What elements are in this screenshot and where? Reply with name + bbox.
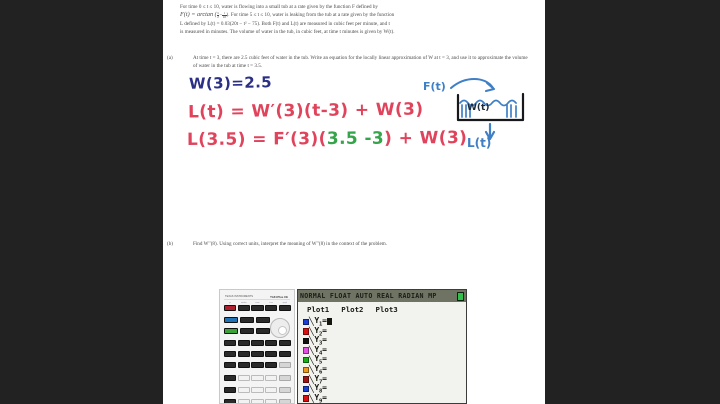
graph-color-swatch[interactable] xyxy=(303,395,309,402)
calculator-key[interactable] xyxy=(279,399,291,404)
stem-line-3: L defined by L(t) = 0.03(20t − t² − 75). Both F(t) and L(t) are measured in cubic feet per minute, and t xyxy=(180,20,390,27)
sketch-label-inflow: F(t) xyxy=(423,80,446,93)
calculator-key-row-2[interactable] xyxy=(224,317,270,323)
y-equals-row[interactable] xyxy=(303,355,464,365)
inflow-arrow-head xyxy=(486,83,494,91)
part-a-block xyxy=(167,54,532,70)
calculator-key[interactable] xyxy=(224,351,236,357)
y-function-label: $Y_2=$ xyxy=(314,325,327,338)
calculator-key[interactable] xyxy=(224,399,236,404)
sketch-label-outflow: L(t) xyxy=(467,136,492,150)
line-style-icon[interactable]: ╲ xyxy=(309,384,314,394)
stem-line-2-pre: F(t) = arctan ( xyxy=(180,11,217,19)
line-style-icon[interactable]: ╲ xyxy=(309,394,314,404)
battery-icon xyxy=(457,292,464,301)
y-function-label: $Y_8=$ xyxy=(314,383,327,395)
y-function-label: $Y_4=$ xyxy=(314,344,327,357)
problem-stem xyxy=(180,3,532,36)
plot3-tab[interactable]: Plot3 xyxy=(375,305,398,314)
calculator-key[interactable] xyxy=(265,399,277,404)
tub-sketch xyxy=(421,74,539,156)
part-b-block xyxy=(167,240,532,248)
line-style-icon[interactable]: ╲ xyxy=(309,365,314,375)
text-cursor xyxy=(327,318,332,325)
calculator-key[interactable] xyxy=(251,340,263,346)
calculator-key[interactable] xyxy=(238,375,250,381)
line-style-icon[interactable]: ╲ xyxy=(309,336,314,346)
calculator-screen xyxy=(297,289,467,404)
calculator-key[interactable] xyxy=(238,351,250,357)
calculator-key[interactable] xyxy=(251,387,263,393)
calculator-figure xyxy=(219,289,467,404)
calculator-plot-tabs[interactable] xyxy=(307,305,398,314)
line-style-icon[interactable]: ╲ xyxy=(309,374,314,384)
fraction-numerator: π xyxy=(217,10,219,15)
calculator-key[interactable] xyxy=(265,340,277,346)
sketch-label-volume: W(t) xyxy=(467,103,490,113)
line-style-icon[interactable]: ╲ xyxy=(309,326,314,336)
calculator-key[interactable] xyxy=(251,351,263,357)
graph-color-swatch[interactable] xyxy=(303,367,309,374)
y-equals-row[interactable] xyxy=(303,336,464,346)
calculator-key[interactable] xyxy=(265,375,277,381)
calculator-key-legend-row-1: y= window zoom trace graph xyxy=(229,302,288,304)
calculator-key-row-9[interactable] xyxy=(224,399,291,404)
y-equals-row[interactable] xyxy=(303,394,464,404)
plot2-tab[interactable]: Plot2 xyxy=(341,305,364,314)
calculator-key[interactable] xyxy=(279,351,291,357)
calculator-key[interactable] xyxy=(240,317,254,323)
calculator-key[interactable] xyxy=(265,351,277,357)
graph-color-swatch[interactable] xyxy=(303,338,309,345)
calculator-status-text: NORMAL FLOAT AUTO REAL RADIAN MP xyxy=(300,292,437,300)
handwritten-line-linearization: L(t) = W′(3)(t-3) + W(3) xyxy=(187,99,424,123)
calculator-key[interactable] xyxy=(224,305,236,311)
part-a-label: (a) xyxy=(167,55,173,61)
calculator-key[interactable] xyxy=(279,387,291,393)
stem-line-2 xyxy=(180,11,532,20)
y-equals-row[interactable] xyxy=(303,317,464,327)
graph-color-swatch[interactable] xyxy=(303,319,309,326)
fraction-numerator: t xyxy=(223,10,225,15)
stem-line-2-post: ). For time 5 ≤ t ≤ 10, water is leaking from the tub at a rate given by the function xyxy=(226,12,395,19)
calculator-key[interactable] xyxy=(265,362,277,368)
calculator-key[interactable] xyxy=(251,362,263,368)
y-function-label: $Y_1=$ xyxy=(314,316,327,328)
calculator-key[interactable] xyxy=(238,305,250,311)
calculator-key[interactable] xyxy=(265,305,277,311)
y-function-label: $Y_3=$ xyxy=(314,335,327,347)
stem-line-4: is measured in minutes. The volume of water in the tub, in cubic feet, at time t minutes is given by W(t). xyxy=(180,29,395,35)
calculator-key[interactable] xyxy=(238,387,250,393)
line-style-icon[interactable]: ╲ xyxy=(309,317,314,327)
stem-line-1: For time 0 ≤ t ≤ 10, water is flowing into a small tub at a rate given by the function F defined by xyxy=(180,4,378,10)
fraction-denominator: 2 xyxy=(217,15,219,20)
calculator-key[interactable] xyxy=(238,399,250,404)
handwritten-eval-part-3: ) + W(3) xyxy=(384,128,468,149)
calculator-key[interactable] xyxy=(240,328,254,334)
calculator-brand-label: TEXAS INSTRUMENTS xyxy=(225,294,253,298)
calculator-key[interactable] xyxy=(224,317,238,323)
handwritten-eval-part-1: L(3.5) = F′(3)( xyxy=(186,129,327,150)
graph-color-swatch[interactable] xyxy=(303,328,309,335)
graph-color-swatch[interactable] xyxy=(303,386,309,393)
calculator-key[interactable] xyxy=(224,375,236,381)
calculator-key-row-4[interactable] xyxy=(224,340,291,346)
calculator-status-bar xyxy=(298,290,466,302)
calculator-key-row-5[interactable] xyxy=(224,351,291,357)
calculator-key-row-7[interactable] xyxy=(224,375,291,381)
calculator-y-equals-list xyxy=(303,317,464,403)
y-function-label: $Y_5=$ xyxy=(314,354,327,366)
graph-color-swatch[interactable] xyxy=(303,376,309,383)
calculator-device-photo xyxy=(219,289,295,404)
y-equals-row[interactable] xyxy=(303,365,464,375)
calculator-key[interactable] xyxy=(279,305,291,311)
calculator-faceplate-top xyxy=(224,293,290,300)
fraction-denominator: 10 xyxy=(222,15,227,20)
calculator-key[interactable] xyxy=(224,362,236,368)
part-b-label: (b) xyxy=(167,241,173,247)
calculator-key[interactable] xyxy=(256,328,270,334)
y-equals-row[interactable] xyxy=(303,327,464,337)
calculator-key[interactable] xyxy=(256,317,270,323)
y-equals-row[interactable] xyxy=(303,375,464,385)
graph-color-swatch[interactable] xyxy=(303,357,309,364)
calculator-key[interactable] xyxy=(251,305,263,311)
calculator-key[interactable] xyxy=(279,362,291,368)
y-equals-row[interactable] xyxy=(303,384,464,394)
calculator-key[interactable] xyxy=(224,340,236,346)
calculator-key[interactable] xyxy=(279,340,291,346)
part-b-text: Find W′′(8). Using correct units, interpret the meaning of W′′(8) in the context of the problem. xyxy=(193,241,388,247)
calculator-key[interactable] xyxy=(238,340,250,346)
calculator-key[interactable] xyxy=(224,387,236,393)
calculator-key[interactable] xyxy=(251,375,263,381)
line-style-icon[interactable]: ╲ xyxy=(309,355,314,365)
stem-line-2-mid: − xyxy=(219,12,223,19)
calculator-key[interactable] xyxy=(279,375,291,381)
calculator-key-row-8[interactable] xyxy=(224,387,291,393)
handwritten-eval-part-2: 3.5 -3 xyxy=(326,128,385,150)
calculator-model-label: TI-84 Plus CE xyxy=(270,294,288,299)
y-function-label: $Y_6=$ xyxy=(314,363,327,376)
calculator-directional-pad[interactable] xyxy=(270,318,290,338)
calculator-key-row-6[interactable] xyxy=(224,362,291,368)
calculator-key-row-1[interactable] xyxy=(224,305,291,311)
calculator-key[interactable] xyxy=(251,399,263,404)
y-function-label: $Y_9=$ xyxy=(314,392,327,404)
line-style-icon[interactable]: ╲ xyxy=(309,346,314,356)
handwritten-line-w3: W(3)=2.5 xyxy=(188,73,273,93)
y-equals-row[interactable] xyxy=(303,346,464,356)
calculator-key-row-3[interactable] xyxy=(224,328,270,334)
document-page xyxy=(163,0,545,404)
graph-color-swatch[interactable] xyxy=(303,347,309,354)
part-a-text: At time t = 3, there are 2.5 cubic feet of water in the tub. Write an equation for the locally linear approximation of W at t = 3, and use it to approximate the volume of water in the tub at time t = 3.5. xyxy=(193,55,528,70)
y-function-label: $Y_7=$ xyxy=(314,373,327,386)
calculator-key[interactable] xyxy=(224,328,238,334)
calculator-key[interactable] xyxy=(238,362,250,368)
plot1-tab[interactable]: Plot1 xyxy=(307,305,330,314)
calculator-key[interactable] xyxy=(265,387,277,393)
